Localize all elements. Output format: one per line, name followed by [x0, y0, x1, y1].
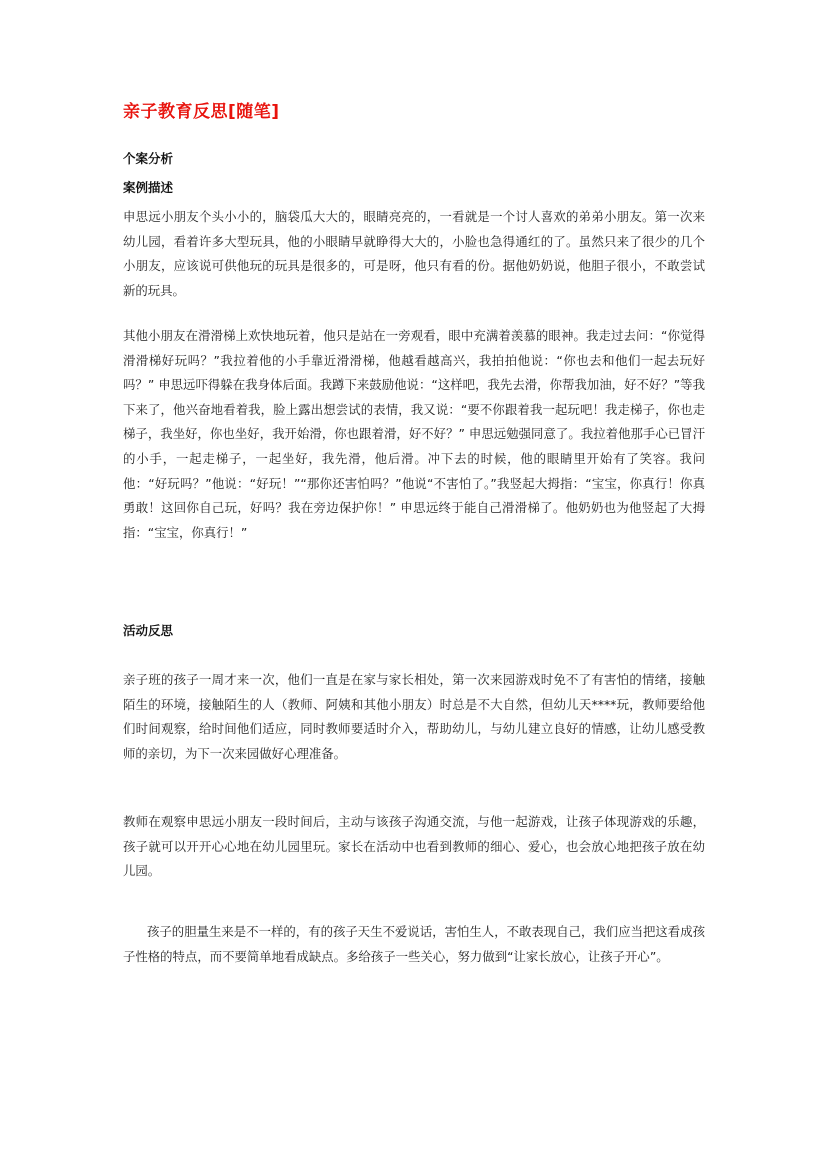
reflection-paragraph: 亲子班的孩子一周才来一次，他们一直是在家与家长相处，第一次来园游戏时免不了有害怕的情绪，接触陌生的环境，接触陌生的人（教师、阿姨和其他小朋友）时总是不大自然，但幼儿天****玩，教师要给他们时间观察，给时间他们适应，同时教师要适时介入，帮助幼儿，与幼儿建立良好的情感，让幼儿感受教师的亲切，为下一次来园做好心理准备。	[123, 672, 705, 761]
case-heading: 案例描述	[123, 180, 174, 195]
section-heading: 个案分析	[123, 151, 174, 166]
reflection-heading: 活动反思	[123, 623, 174, 638]
reflection-paragraph: 孩子的胆量生来是不一样的，有的孩子天生不爱说话，害怕生人，不敢表现自己，我们应当把这看成孩子性格的特点，而不要简单地看成缺点。多给孩子一些关心，努力做到“让家长放心，让孩子开心”。	[123, 924, 705, 964]
case-paragraph: 其他小朋友在滑滑梯上欢快地玩着，他只是站在一旁观看，眼中充满着羡慕的眼神。我走过去问：“你觉得滑滑梯好玩吗？”我拉着他的小手靠近滑滑梯，他越看越高兴，我拍拍他说：“你也去和他们一起去玩好吗？” 申思远吓得躲在我身体后面。我蹲下来鼓励他说：“这样吧，我先去滑，你帮我加油，好不好？”等我下来了，他兴奋地看着我，脸上露出想尝试的表情，我又说：“要不你跟着我一起玩吧！我走梯子，你也走梯子，我坐好，你也坐好，我开始滑，你也跟着滑，好不好？” 申思远勉强同意了。我拉着他那手心已冒汗的小手，一起走梯子，一起坐好，我先滑，他后滑。冲下去的时候，他的眼睛里开始有了笑容。我问他：“好玩吗？”他说：“好玩！”“那你还害怕吗？”他说“不害怕了。”我竖起大拇指：“宝宝，你真行！你真勇敢！这回你自己玩，好吗？我在旁边保护你！” 申思远终于能自己滑滑梯了。他奶奶也为他竖起了大拇指：“宝宝，你真行！”	[123, 328, 705, 540]
reflection-paragraph: 教师在观察申思远小朋友一段时间后，主动与该孩子沟通交流，与他一起游戏，让孩子体现游戏的乐趣，孩子就可以开开心心地在幼儿园里玩。家长在活动中也看到教师的细心、爱心，也会放心地把孩子放在幼儿园。	[123, 814, 705, 879]
document-title: 亲子教育反思[随笔]	[123, 102, 280, 122]
case-paragraph: 申思远小朋友个头小小的，脑袋瓜大大的，眼睛亮亮的，一看就是一个讨人喜欢的弟弟小朋友。第一次来幼儿园，看着许多大型玩具，他的小眼睛早就睁得大大的，小脸也急得通红的了。虽然只来了很少的几个小朋友，应该说可供他玩的玩具是很多的，可是呀，他只有看的份。据他奶奶说，他胆子很小，不敢尝试新的玩具。	[123, 209, 705, 298]
